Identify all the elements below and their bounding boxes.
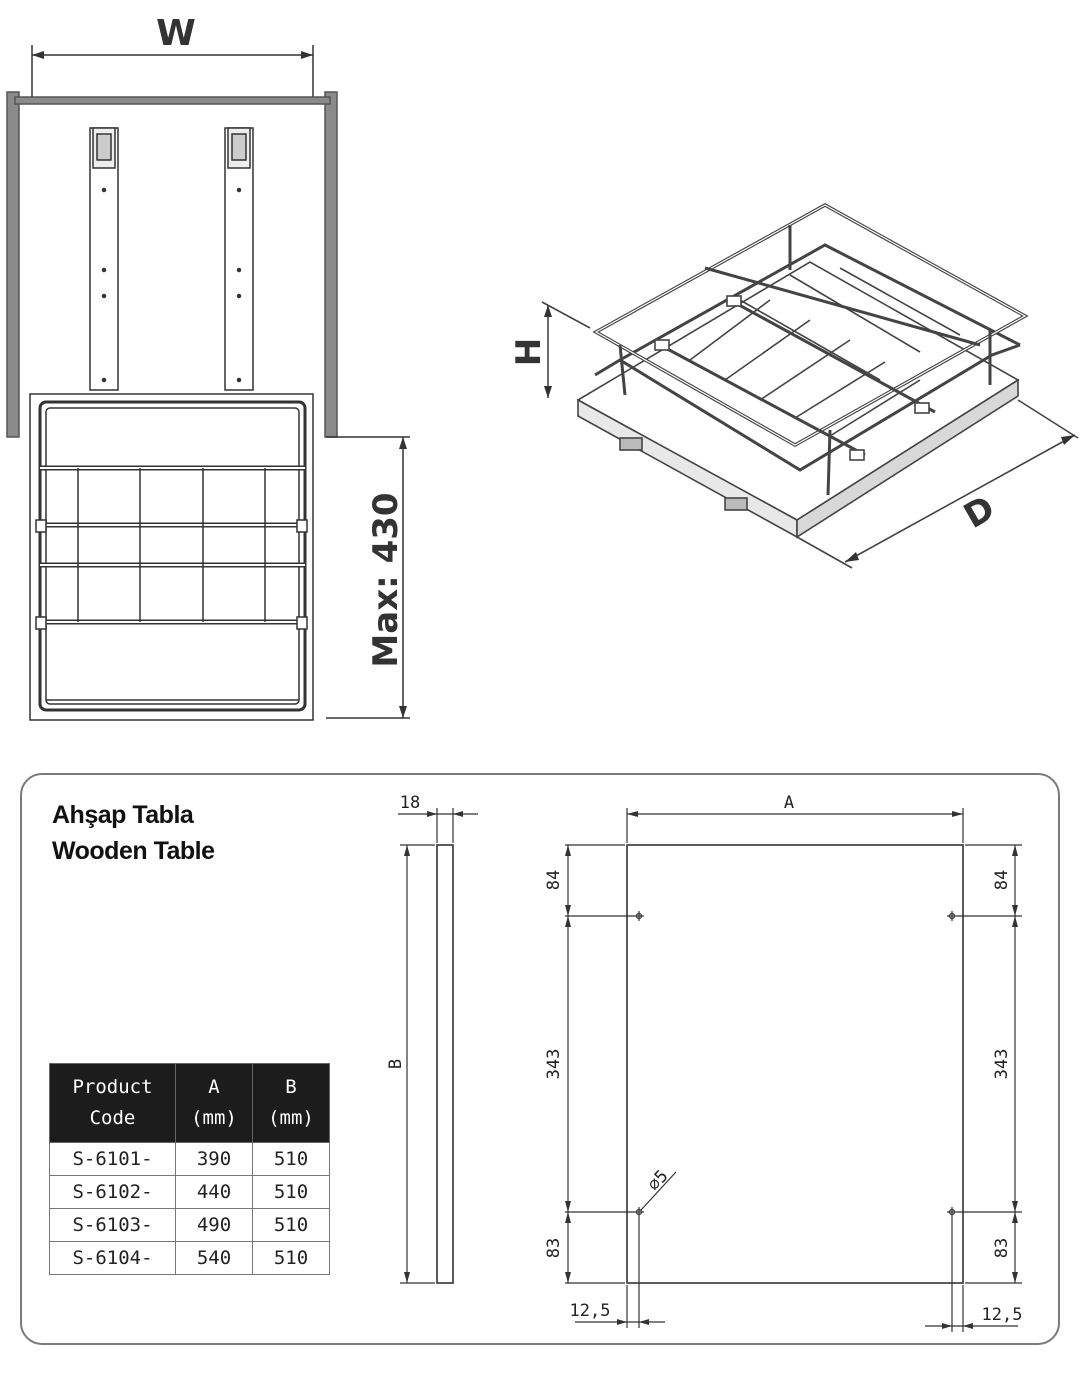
cell-code: S-6104- <box>50 1242 176 1275</box>
length-b-label: B <box>386 1058 406 1070</box>
runner-left <box>90 128 118 390</box>
basket-board <box>30 394 313 720</box>
table-row <box>50 1242 330 1275</box>
left-dim-middle: 343 <box>544 1048 564 1080</box>
depth-label: D <box>957 488 1002 537</box>
runner-right <box>225 128 253 390</box>
iso-view <box>542 205 1078 568</box>
cell-b: 510 <box>253 1143 330 1176</box>
title-english: Wooden Table <box>52 837 215 865</box>
iso-board <box>578 262 1018 520</box>
table-row <box>50 1209 330 1242</box>
cell-code: S-6102- <box>50 1176 176 1209</box>
header-product-code: Product Code <box>50 1064 176 1143</box>
cell-b: 510 <box>253 1209 330 1242</box>
cell-b: 510 <box>253 1242 330 1275</box>
table-row <box>50 1143 330 1176</box>
cabinet-back-rail <box>15 97 330 104</box>
right-dim-middle: 343 <box>992 1048 1012 1080</box>
product-spec-table <box>49 1063 330 1275</box>
right-dim-bottom: 83 <box>992 1237 1012 1259</box>
max-depth-label: Max: 430 <box>366 492 406 668</box>
left-dim-top: 84 <box>544 869 564 891</box>
thickness-label: 18 <box>399 793 421 813</box>
panel-title <box>52 797 215 869</box>
cell-a: 440 <box>176 1176 253 1209</box>
header-b: B (mm) <box>253 1064 330 1143</box>
cell-code: S-6103- <box>50 1209 176 1242</box>
edge-offset-right-label: 12,5 <box>981 1305 1023 1325</box>
cell-b: 510 <box>253 1176 330 1209</box>
height-label: H <box>509 337 549 367</box>
table-row <box>50 1176 330 1209</box>
cell-a: 540 <box>176 1242 253 1275</box>
cabinet-right-wall <box>325 92 337 437</box>
title-turkish: Ahşap Tabla <box>52 801 194 829</box>
cell-a: 390 <box>176 1143 253 1176</box>
top-view <box>7 45 410 720</box>
width-label: W <box>156 13 196 54</box>
left-dim-bottom: 83 <box>544 1237 564 1259</box>
cell-a: 490 <box>176 1209 253 1242</box>
edge-offset-left-label: 12,5 <box>569 1301 611 1321</box>
hole-diameter-label: ∅5 <box>643 1166 673 1195</box>
right-dim-top: 84 <box>992 869 1012 891</box>
header-a: A (mm) <box>176 1064 253 1143</box>
table-header-row <box>50 1064 330 1143</box>
width-a-label: A <box>783 793 795 813</box>
cabinet-left-wall <box>7 92 19 437</box>
cell-code: S-6101- <box>50 1143 176 1176</box>
